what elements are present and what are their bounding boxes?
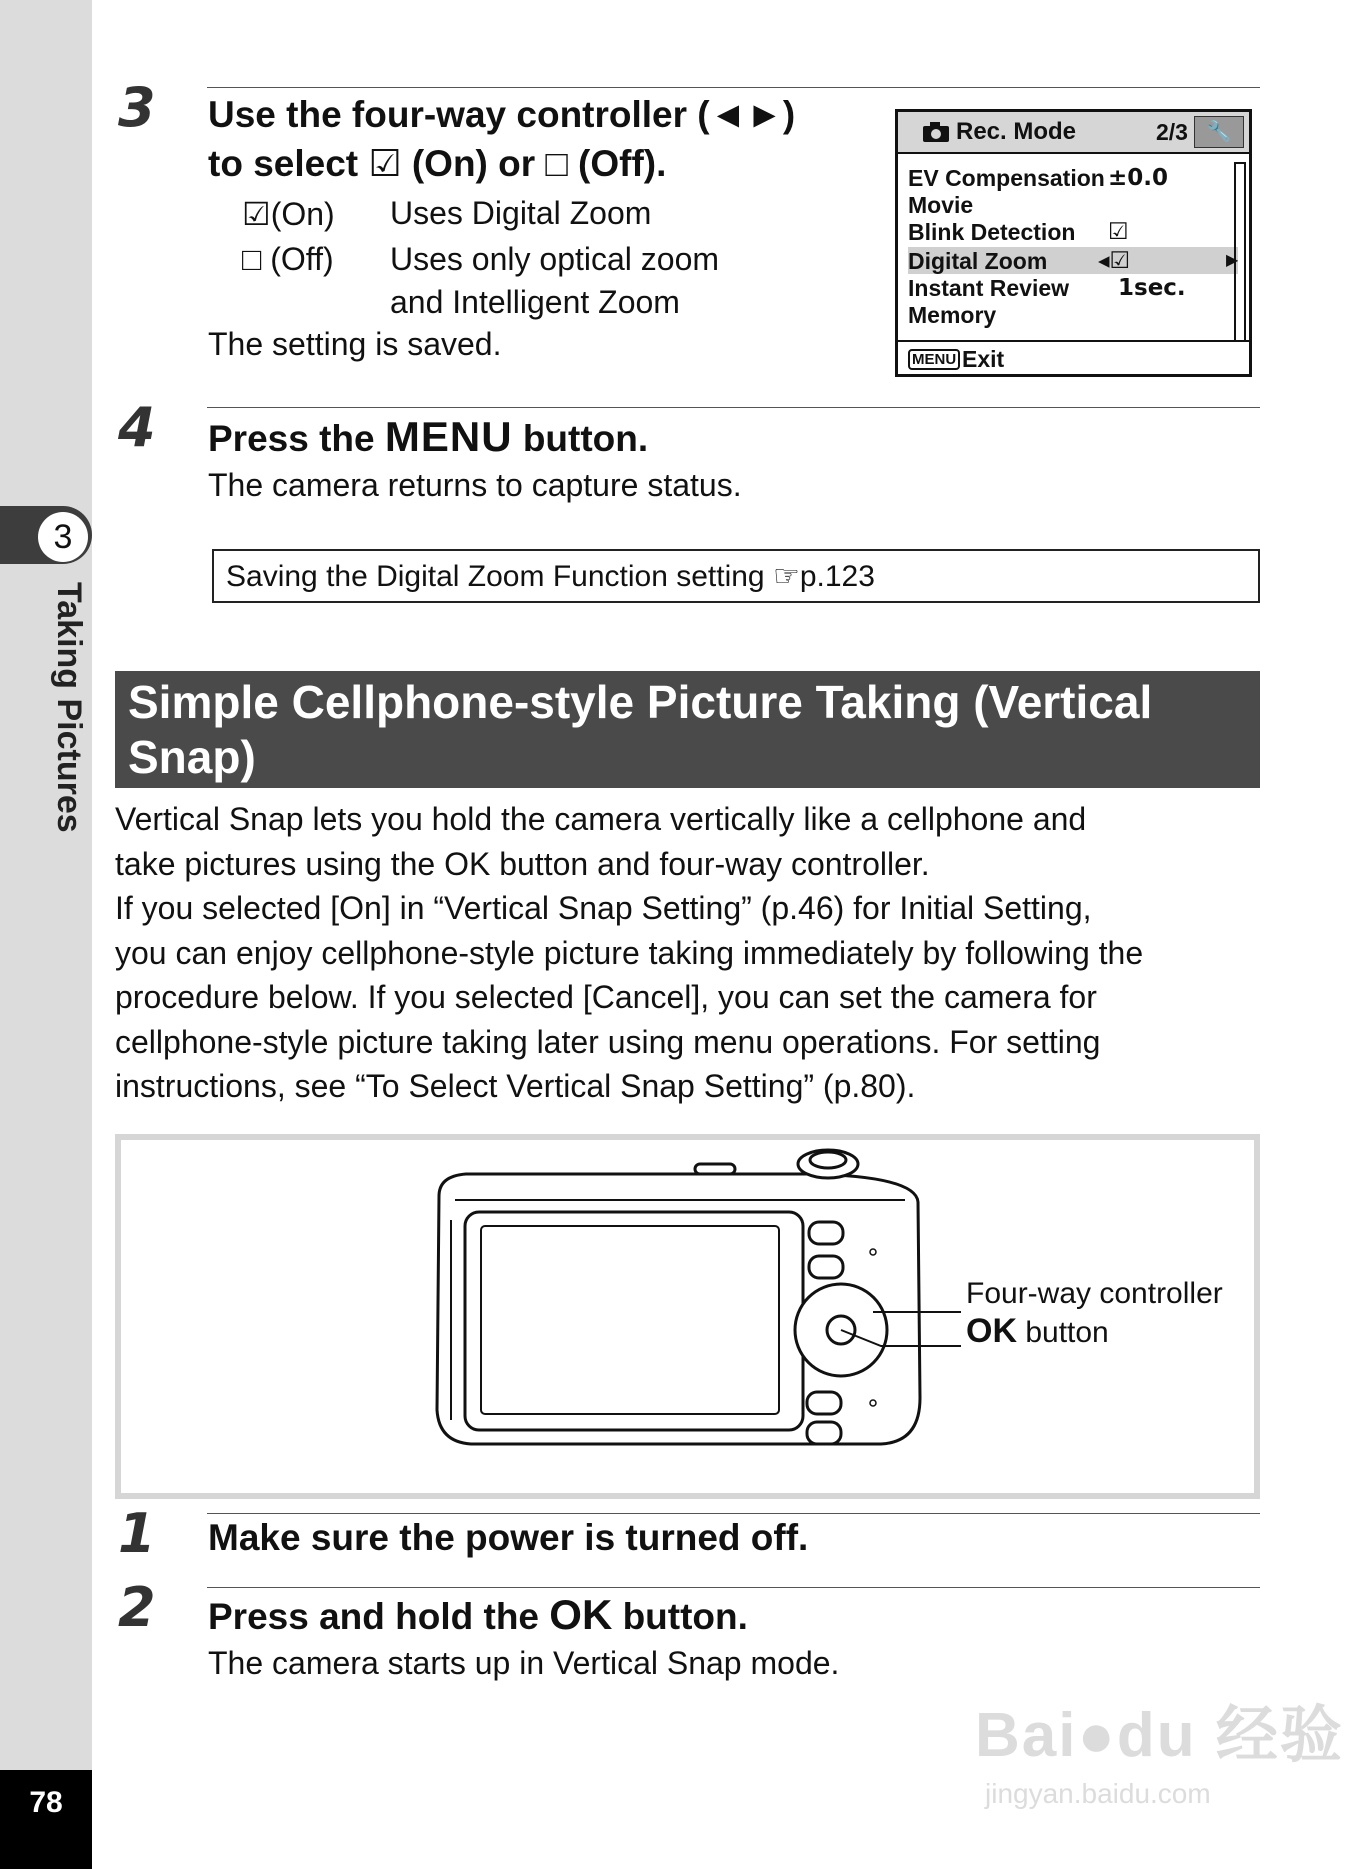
- menu-row: [908, 164, 1238, 191]
- menu-row-label: Instant Review: [908, 275, 1070, 301]
- chapter-title: Taking Pictures: [50, 582, 88, 833]
- menu-page-indicator: 2/3: [1156, 119, 1188, 145]
- paragraph-line: procedure below. If you selected [Cancel], you can set the camera for: [115, 979, 1097, 1015]
- step3-heading-line2: to select ☑ (On) or □ (Off).: [208, 143, 667, 184]
- menu-scrollbar: [1234, 162, 1246, 342]
- menu-row-value: ±0.0: [1108, 165, 1169, 191]
- menu-row-value: 1sec.: [1118, 275, 1186, 301]
- menu-row-label: Movie: [908, 192, 974, 218]
- rec-mode-menu-screen: [895, 109, 1252, 377]
- menu-row-label: Memory: [908, 302, 997, 328]
- divider-rule: [207, 1587, 1260, 1588]
- divider-rule: [207, 1513, 1260, 1514]
- step4-heading: [208, 413, 648, 461]
- paragraph-line: cellphone-style picture taking later using menu operations. For setting: [115, 1023, 1101, 1060]
- menu-row-selected: [908, 247, 1238, 274]
- setting-saved-text: The setting is saved.: [208, 326, 502, 362]
- paragraph-line: instructions, see “To Select Vertical Snap Setting” (p.80).: [115, 1068, 916, 1104]
- intro-paragraph: [115, 797, 1265, 1109]
- right-arrow-icon: ▶: [1226, 250, 1239, 269]
- chapter-number: 3: [38, 512, 88, 562]
- step-number: 3: [118, 76, 156, 139]
- paragraph-line: take pictures using the OK button and four-way controller.: [115, 845, 930, 882]
- camera-icon: [922, 121, 950, 143]
- heading-text: button.: [612, 1596, 748, 1637]
- menu-row: [908, 274, 1238, 301]
- step-number: 2: [118, 1576, 156, 1639]
- step2-heading: [208, 1591, 748, 1639]
- option-on-description: Uses Digital Zoom: [390, 195, 652, 231]
- menu-title: Rec. Mode: [956, 118, 1077, 145]
- heading-text: button.: [512, 418, 649, 459]
- step-number: 4: [118, 396, 156, 459]
- reference-box: [212, 549, 1260, 603]
- menu-exit-label: Exit: [962, 346, 1005, 372]
- four-way-controller-label: Four-way controller: [966, 1277, 1223, 1310]
- baidu-watermark-url: jingyan.baidu.com: [985, 1778, 1211, 1809]
- menu-key-icon: MENU: [908, 349, 960, 370]
- option-off-description-cont: and Intelligent Zoom: [390, 284, 680, 320]
- wrench-icon: 🔧: [1194, 116, 1244, 148]
- chapter-sidebar: [0, 0, 92, 1869]
- step3-heading-line1: Use the four-way controller (◄►): [208, 94, 796, 135]
- menu-row: [908, 218, 1238, 245]
- camera-figure-box: [115, 1134, 1260, 1499]
- heading-text: Press the: [208, 418, 385, 459]
- ok-key: OK: [966, 1312, 1017, 1350]
- paragraph-line: If you selected [On] in “Vertical Snap Setting” (p.46) for Initial Setting,: [115, 890, 1092, 926]
- option-off-label: □ (Off): [242, 241, 334, 277]
- menu-row-label: Digital Zoom: [908, 248, 1048, 274]
- step-number: 1: [118, 1502, 156, 1565]
- ok-button-text: button: [1017, 1316, 1109, 1349]
- menu-footer: [898, 340, 1249, 378]
- divider-rule: [207, 87, 1260, 88]
- menu-row: [908, 301, 1238, 328]
- section-header-bar: [115, 671, 1260, 788]
- menu-button-key: MENU: [384, 413, 513, 460]
- menu-row-value: ☑: [1108, 219, 1129, 245]
- option-on-label: ☑(On): [242, 196, 335, 232]
- menu-header: [898, 112, 1249, 154]
- ok-button-key: OK: [549, 1591, 613, 1638]
- page-number: 78: [29, 1786, 63, 1819]
- step4-body: The camera returns to capture status.: [208, 467, 742, 503]
- menu-row-label: Blink Detection: [908, 219, 1076, 245]
- paragraph-line: Vertical Snap lets you hold the camera vertically like a cellphone and: [115, 801, 1087, 837]
- paragraph-line: you can enjoy cellphone-style picture taking immediately by following the: [115, 934, 1144, 971]
- baidu-watermark: Bai●du 经验: [975, 1701, 1344, 1770]
- heading-text: Press and hold the: [208, 1596, 550, 1637]
- section-title: Simple Cellphone-style Picture Taking (Vertical Snap): [128, 676, 1153, 783]
- divider-rule: [207, 407, 1260, 408]
- step1-heading: Make sure the power is turned off.: [208, 1517, 809, 1558]
- menu-row: [908, 191, 1238, 218]
- option-off-description: Uses only optical zoom: [390, 241, 720, 277]
- step2-body: The camera starts up in Vertical Snap mode.: [208, 1645, 840, 1681]
- ok-button-label: [966, 1312, 1109, 1351]
- menu-row-label: EV Compensation: [908, 165, 1105, 191]
- reference-text: Saving the Digital Zoom Function setting ☞p.123: [226, 560, 875, 593]
- menu-row-value: ◂☑: [1098, 248, 1131, 274]
